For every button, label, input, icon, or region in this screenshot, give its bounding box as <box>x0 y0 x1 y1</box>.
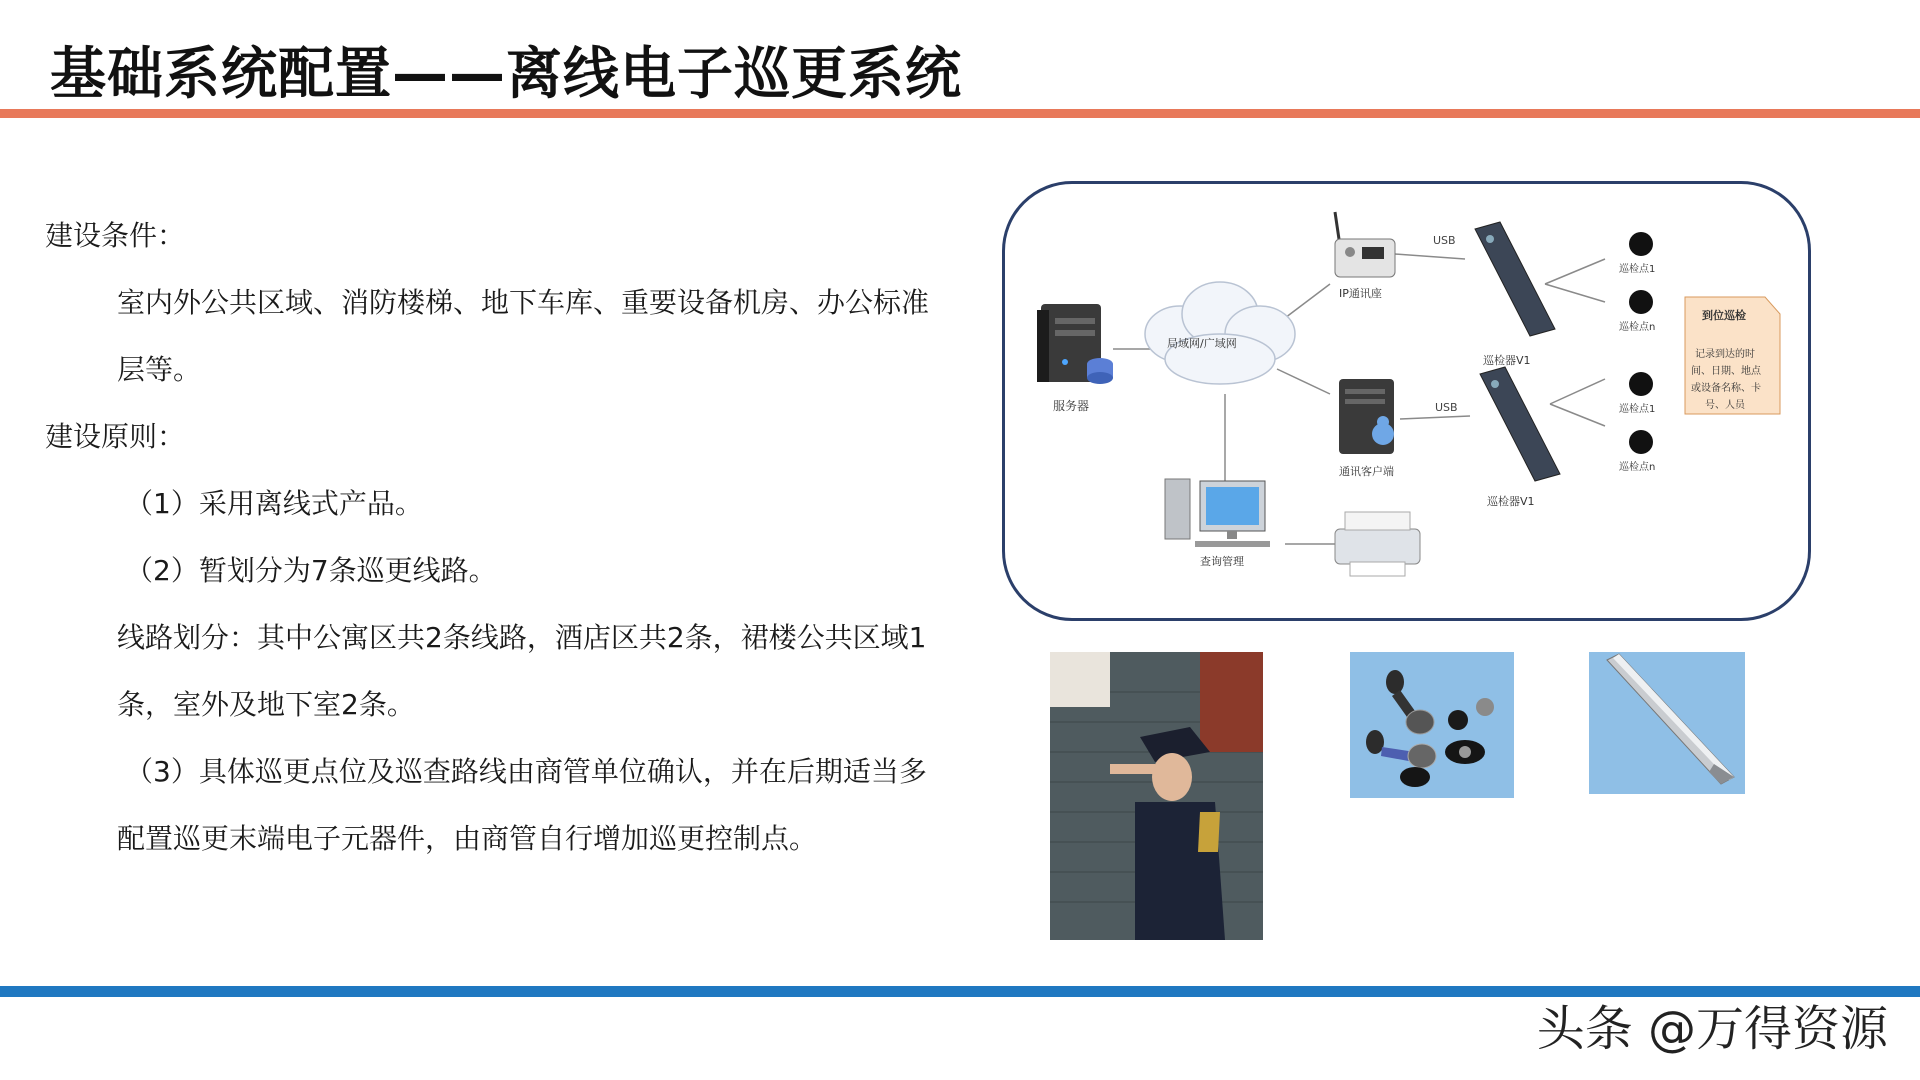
printer-icon <box>1335 512 1420 576</box>
note-line: 或设备名称、卡 <box>1691 383 1761 394</box>
patrol-reader-label-1: 巡检器V1 <box>1483 354 1531 367</box>
patrol-reader-photo <box>1589 652 1745 794</box>
server-label: 服务器 <box>1053 399 1090 413</box>
system-diagram <box>1002 181 1811 621</box>
heading-conditions: 建设条件： <box>45 219 186 252</box>
principle-3-line-1: （3）具体巡更点位及巡查路线由商管单位确认，并在后期适当多 <box>125 755 927 788</box>
checkpoint-label: 巡检点1 <box>1619 404 1656 415</box>
page-title: 基础系统配置——离线电子巡更系统 <box>50 42 962 107</box>
note-title: 到位巡检 <box>1702 309 1746 322</box>
routes-line-1: 线路划分：其中公寓区共2条线路，酒店区共2条，裙楼公共区域1 <box>117 621 927 654</box>
patrol-reader-icon-2 <box>1480 367 1560 481</box>
routes-line-2: 条，室外及地下室2条。 <box>117 688 415 721</box>
note-line: 号、人员 <box>1705 400 1745 411</box>
guard-photo <box>1050 652 1263 940</box>
note-line: 记录到达的时 <box>1695 349 1755 360</box>
watermark: 头条 @万得资源 <box>1536 1001 1888 1057</box>
conditions-line-1: 室内外公共区域、消防楼梯、地下车库、重要设备机房、办公标准 <box>117 286 930 319</box>
usb-label-2: USB <box>1435 401 1458 414</box>
checkpoint-tags-photo <box>1350 652 1514 798</box>
client-pc-icon <box>1339 379 1394 454</box>
system-diagram-svg <box>1005 184 1808 618</box>
patrol-reader-label-2: 巡检器V1 <box>1487 495 1535 508</box>
checkpoint-label: 巡检点1 <box>1619 264 1656 275</box>
usb-label-1: USB <box>1433 234 1456 247</box>
patrol-reader-icon-1 <box>1475 222 1555 336</box>
query-label: 查询管理 <box>1200 555 1244 568</box>
network-cloud-icon <box>1145 282 1295 384</box>
principle-3-line-2: 配置巡更末端电子元器件，由商管自行增加巡更控制点。 <box>117 822 818 855</box>
query-pc-icon <box>1165 479 1270 547</box>
title-underline <box>0 109 1920 118</box>
ip-dock-icon <box>1335 212 1395 277</box>
principle-1: （1）采用离线式产品。 <box>125 487 423 520</box>
conditions-line-2: 层等。 <box>117 353 202 386</box>
checkpoint-label: 巡检点n <box>1619 462 1656 473</box>
checkpoint-label: 巡检点n <box>1619 322 1656 333</box>
principle-2: （2）暂划分为7条巡更线路。 <box>125 554 497 587</box>
heading-principles: 建设原则： <box>45 420 186 453</box>
client-label: 通讯客户端 <box>1339 465 1394 478</box>
ip-dock-label: IP通讯座 <box>1339 287 1382 300</box>
body-text <box>45 210 945 880</box>
note-line: 间、日期、地点 <box>1691 366 1761 377</box>
network-label: 局域网/广域网 <box>1167 337 1237 350</box>
server-icon <box>1037 304 1113 384</box>
